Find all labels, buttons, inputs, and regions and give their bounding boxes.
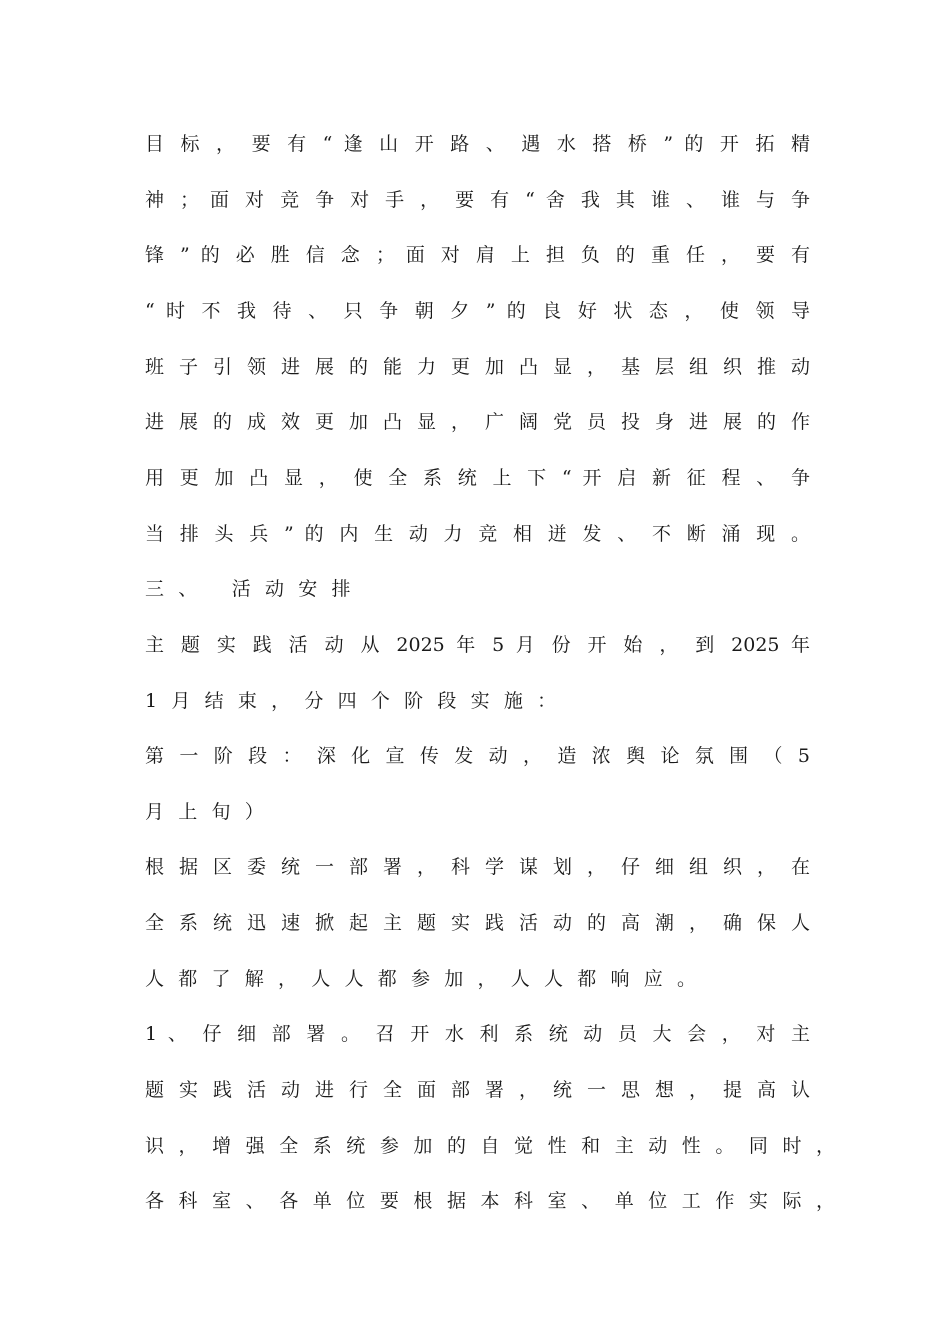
- text-line: 目 标 ， 要 有 “ 逢 山 开 路 、 遇 水 搭 桥 ” 的 开 拓 精: [145, 133, 810, 155]
- text-line: 根 据 区 委 统 一 部 署 ， 科 学 谋 划 ， 仔 细 组 织 ， 在: [145, 856, 810, 878]
- text-line: 1月结束，分四个阶段实施：: [145, 690, 571, 712]
- text-line: “ 时 不 我 待 、 只 争 朝 夕 ” 的 良 好 状 态 ， 使 领 导: [145, 300, 810, 322]
- text-line: 进 展 的 成 效 更 加 凸 显 ， 广 阔 党 员 投 身 进 展 的 作: [145, 411, 810, 433]
- text-line: 识 ， 增 强 全 系 统 参 加 的 自 觉 性 和 主 动 性 。 同 时 ，: [145, 1135, 835, 1157]
- text-line: 各 科 室 、 各 单 位 要 根 据 本 科 室 、 单 位 工 作 实 际 ，: [145, 1190, 835, 1212]
- text-line: 锋 ” 的 必 胜 信 念 ； 面 对 肩 上 担 负 的 重 任 ， 要 有: [145, 244, 810, 266]
- text-line: 主 题 实 践 活 动 从 2025 年 5 月 份 开 始 ， 到 2025 年: [145, 634, 810, 656]
- text-line: 当 排 头 兵 ” 的 内 生 动 力 竞 相 迸 发 、 不 断 涌 现 。: [145, 523, 810, 545]
- text-line: 用 更 加 凸 显 ， 使 全 系 统 上 下 “ 开 启 新 征 程 、 争: [145, 467, 810, 489]
- section-heading: 三、 活动安排: [145, 578, 365, 600]
- text-line: 题 实 践 活 动 进 行 全 面 部 署 ， 统 一 思 想 ， 提 高 认: [145, 1079, 810, 1101]
- text-line: 班 子 引 领 进 展 的 能 力 更 加 凸 显 ， 基 层 组 织 推 动: [145, 356, 810, 378]
- text-line: 全 系 统 迅 速 掀 起 主 题 实 践 活 动 的 高 潮 ， 确 保 人: [145, 912, 810, 934]
- text-line: 人都了解，人人都参加，人人都响应。: [145, 968, 711, 990]
- text-line: 神 ； 面 对 竞 争 对 手 ， 要 有 “ 舍 我 其 谁 、 谁 与 争: [145, 189, 810, 211]
- list-item-heading: 1 、 仔 细 部 署 。 召 开 水 利 系 统 动 员 大 会 ， 对 主: [145, 1023, 810, 1045]
- phase-heading: 第 一 阶 段 ： 深 化 宣 传 发 动 ， 造 浓 舆 论 氛 围 （ 5: [145, 745, 810, 767]
- phase-heading-continued: 月上旬）: [145, 801, 279, 823]
